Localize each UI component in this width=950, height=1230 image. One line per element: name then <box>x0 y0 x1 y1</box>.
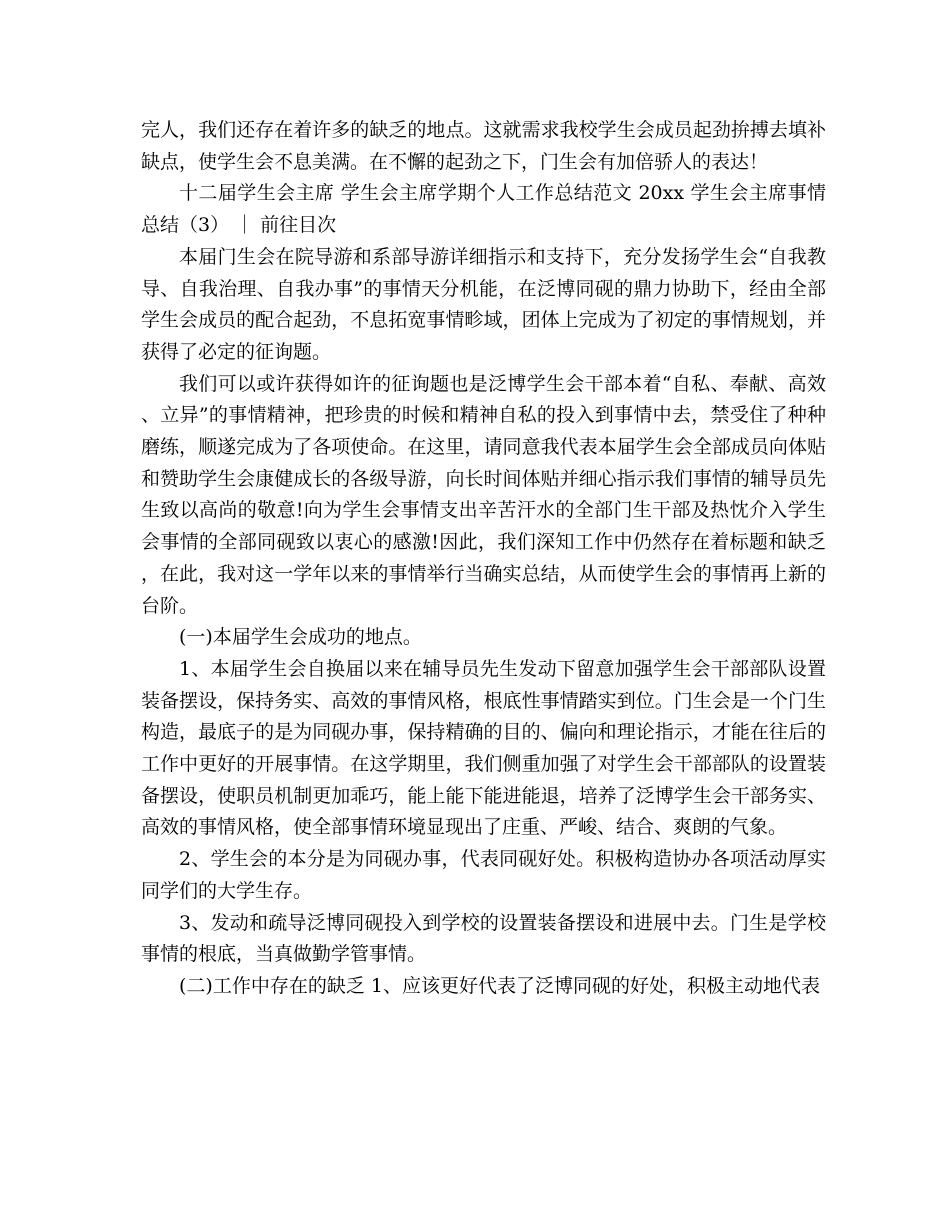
list-item-success-2: 2、学生会的本分是为同砚办事，代表同砚好处。积极构造协办各项活动厚实同学们的大学生存。 <box>141 848 826 902</box>
paragraph-heading-link: 十二届学生会主席 学生会主席学期个人工作总结范文 20xx 学生会主席事情总结（3） ｜ 前往目次 <box>141 182 826 237</box>
document-body <box>141 115 826 1003</box>
paragraph-intro-continuation: 完人，我们还存在着许多的缺乏的地点。这就需求我校学生会成员起劲拚搏去填补缺点，使学生会不息美满。在不懈的起劲之下，门生会有加倍骄人的表达！ <box>141 119 826 173</box>
paragraph-overview: 本届门生会在院导游和系部导游详细指示和支持下，充分发扬学生会“自我教导、自我治理、自我办事”的事情天分机能，在泛博同砚的鼎力协助下，经由全部学生会成员的配合起劲，不息拓宽事情畛域，团体上完成为了初定的事情规划，并获得了必定的征询题。 <box>141 245 826 363</box>
paragraph-gratitude: 我们可以或许获得如许的征询题也是泛博学生会干部本着“自私、奉献、高效、立异”的事情精神，把珍贵的时候和精神自私的投入到事情中去，禁受住了种种磨练，顺遂完成为了各项使命。在这里，请同意我代表本届学生会全部成员向体贴和赞助学生会康健成长的各级导游，向长时间体贴并细心指示我们事情的辅导员先生致以高尚的敬意!向为学生会事情支出辛苦汗水的全部门生干部及热忱介入学生会事情的全部同砚致以衷心的感激!因此，我们深知工作中仍然存在着标题和缺乏，在此，我对这一学年以来的事情举行当确实总结，从而使学生会的事情再上新的台阶。 <box>141 372 826 617</box>
section-heading-shortcomings: (二)工作中存在的缺乏 1、应该更好代表了泛博同砚的好处，积极主动地代表 <box>179 974 820 997</box>
list-item-success-3: 3、发动和疏导泛博同砚投入到学校的设置装备摆设和进展中去。门生是学校事情的根底，当真做勤学管事情。 <box>141 911 826 966</box>
list-item-success-1: 1、本届学生会自换届以来在辅导员先生发动下留意加强学生会干部部队设置装备摆设，保持务实、高效的事情风格，根底性事情踏实到位。门生会是一个门生构造，最底子的是为同砚办事，保持精确的目的、偏向和理论指示，才能在往后的工作中更好的开展事情。在这学期里，我们侧重加强了对学生会干部部队的设置装备摆设，使职员机制更加乖巧，能上能下能进能退，培养了泛博学生会干部务实、高效的事情风格，使全部事情环境显现出了庄重、严峻、结合、爽朗的气象。 <box>141 657 826 839</box>
section-heading-successes: (一)本届学生会成功的地点。 <box>179 626 422 649</box>
